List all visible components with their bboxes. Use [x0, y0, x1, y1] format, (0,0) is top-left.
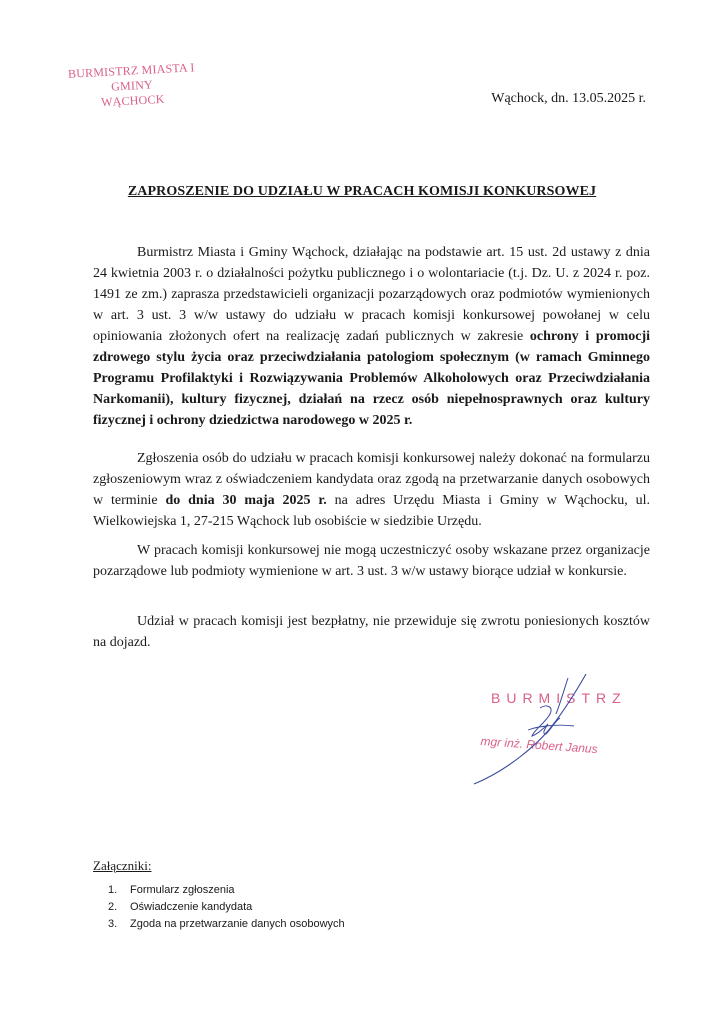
list-item-label: Zgoda na przetwarzanie danych osobowych — [130, 918, 345, 930]
list-item-number: 3. — [108, 918, 118, 930]
paragraph-1-text: Burmistrz Miasta i Gminy Wąchock, działając na podstawie art. 15 ust. 2d ustawy z dnia 24 kwietnia 2003 r. o działalności pożytku publicznego i o wolontariacie (t.j. Dz. U. z 2024 r. poz. 1491 ze zm.) zaprasza przedstawicieli organizacji pozarządowych oraz podmiotów wymienionych w art. 3 ust. 3 w/w ustawy do udziału w pracach komisji konkursowej powołanej w celu opiniowania złożonych ofert na realizację zadań publicznych w zakresie — [93, 245, 650, 344]
place-date: Wąchock, dn. 13.05.2025 r. — [491, 91, 646, 106]
list-item — [108, 916, 345, 933]
attachments-heading: Załączniki: — [93, 858, 152, 873]
list-item-label: Formularz zgłoszenia — [130, 884, 235, 896]
signature-title: BURMISTRZ — [491, 690, 627, 706]
paragraph-1-bold: ochrony i promocji zdrowego stylu życia oraz przeciwdziałania patologiom społecznym (w ramach Gminnego Programu Profilaktyki i Rozwiązywania Problemów Alkoholowych oraz Przeciwdziałania Narkomanii), kultury fizycznej, działań na rzecz osób niepełnosprawnych oraz kultury fizycznej i ochrony dziedzictwa narodowego w 2025 r. — [93, 329, 651, 428]
list-item-number: 2. — [108, 901, 118, 913]
document-title: ZAPROSZENIE DO UDZIAŁU W PRACACH KOMISJI KONKURSOWEJ — [127, 184, 597, 199]
list-item — [108, 899, 345, 916]
attachments-list — [108, 882, 345, 933]
list-item-label: Oświadczenie kandydata — [130, 901, 253, 913]
signature-name: mgr inż. Robert Janus — [480, 734, 599, 757]
paragraph-3: W pracach komisji konkursowej nie mogą uczestniczyć osoby wskazane przez organizacje pozarządowe lub podmioty wymienione w art. 3 ust. 3 w/w ustawy biorące udział w konkursie. — [93, 543, 650, 579]
stamp-line-2: WĄCHOCK — [100, 91, 165, 110]
paragraph-2-text-a: Zgłoszenia osób do udziału w pracach komisji konkursowej należy dokonać na formularzu zgłoszeniowym wraz z oświadczeniem kandydata oraz zgodą na przetwarzanie danych osobowych w terminie — [93, 451, 650, 508]
paragraph-2-text-b: na adres Urzędu Miasta i Gminy w Wąchocku, ul. Wielkowiejska 1, 27-215 Wąchock lub osobiście w siedzibie Urzędu. — [93, 493, 650, 529]
deadline-bold: do dnia 30 maja 2025 r. — [165, 493, 327, 508]
paragraph-1 — [93, 242, 650, 431]
list-item — [108, 882, 345, 899]
paragraph-4: Udział w pracach komisji jest bezpłatny, nie przewiduje się zwrotu poniesionych kosztów na dojazd. — [93, 614, 650, 650]
list-item-number: 1. — [108, 884, 118, 896]
paragraph-2 — [93, 448, 650, 532]
handwritten-signature — [468, 668, 608, 788]
office-stamp — [46, 59, 218, 113]
stamp-line-1: BURMISTRZ MIASTA I GMINY — [67, 60, 195, 94]
